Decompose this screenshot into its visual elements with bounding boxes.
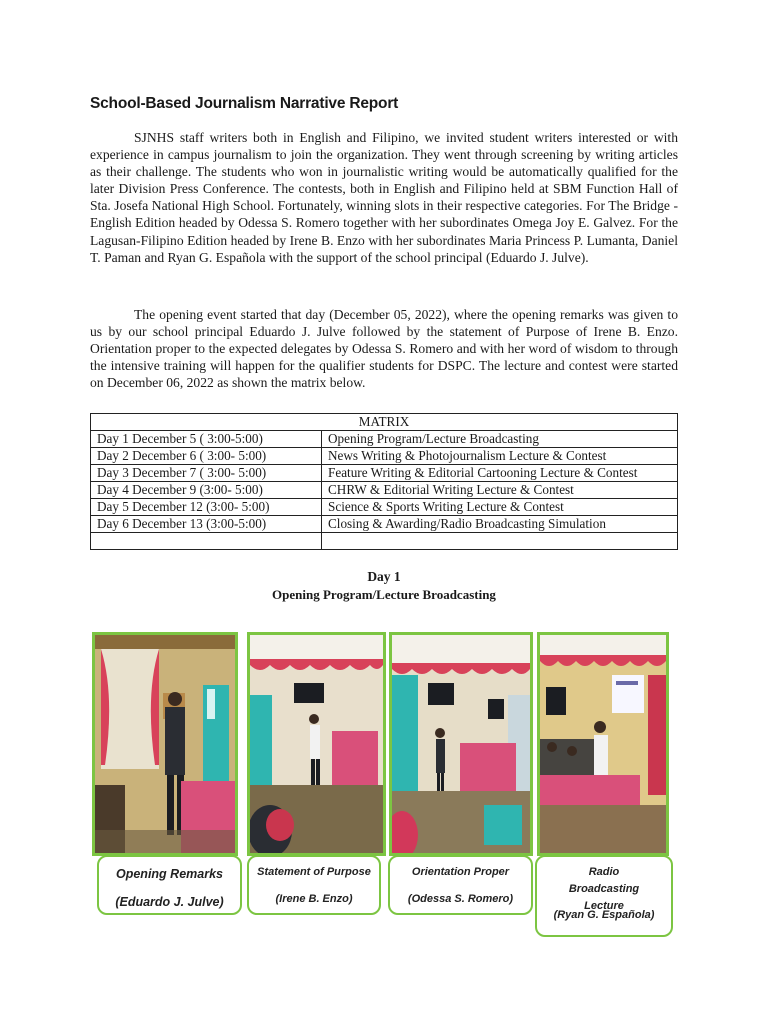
caption-person: (Eduardo J. Julve) (115, 895, 224, 909)
matrix-activity-cell: News Writing & Photojournalism Lecture & Contest (322, 448, 678, 465)
paragraph-opening-event (90, 306, 678, 391)
matrix-row (91, 482, 678, 499)
photo-radio-broadcasting-lecture (537, 632, 669, 856)
paragraph-intro (90, 129, 678, 266)
caption-title: Opening Remarks (116, 867, 223, 881)
photo-statement-of-purpose (247, 632, 386, 856)
matrix-activity-cell: Closing & Awarding/Radio Broadcasting Simulation (322, 516, 678, 533)
matrix-row (91, 431, 678, 448)
photo-radio-broadcasting-lecture-image (540, 635, 666, 853)
matrix-activity-cell: CHRW & Editorial Writing Lecture & Contest (322, 482, 678, 499)
matrix-activity-cell (322, 533, 678, 550)
caption-radio-broadcasting-lecture (535, 855, 673, 937)
matrix-row (91, 448, 678, 465)
matrix-day-cell: Day 2 December 6 ( 3:00- 5:00) (91, 448, 322, 465)
report-title: School-Based Journalism Narrative Report (90, 95, 399, 112)
matrix-row (91, 499, 678, 516)
photo-orientation-proper (389, 632, 533, 856)
matrix-activity-cell: Science & Sports Writing Lecture & Contest (322, 499, 678, 516)
photo-statement-of-purpose-image (250, 635, 383, 853)
matrix-activity-cell: Feature Writing & Editorial Cartooning Lecture & Contest (322, 465, 678, 482)
matrix-day-cell (91, 533, 322, 550)
matrix-row (91, 465, 678, 482)
matrix-header: MATRIX (91, 414, 678, 431)
caption-statement-of-purpose (247, 855, 381, 915)
caption-title: Radio Broadcasting Lecture (568, 866, 640, 912)
caption-orientation-proper (388, 855, 533, 915)
matrix-day-cell: Day 6 December 13 (3:00-5:00) (91, 516, 322, 533)
paragraph-opening-event-text: The opening event started that day (December 05, 2022), where the opening remarks was given to us by our school principal Eduardo J. Julve followed by the statement of Purpose of Irene B. Enzo. Orientation proper to the expected delegates by Odessa S. Romero and with her word of wisdom to through the intensive training will happen for the qualifier students for DSPC. The lecture and contest were started on December 06, 2022 as shown the matrix below. (90, 307, 678, 391)
photo-opening-remarks (92, 632, 238, 856)
matrix-day-cell: Day 4 December 9 (3:00- 5:00) (91, 482, 322, 499)
matrix-row (91, 516, 678, 533)
matrix-day-cell: Day 1 December 5 ( 3:00-5:00) (91, 431, 322, 448)
matrix-header-row (91, 414, 678, 431)
photo-orientation-proper-image (392, 635, 530, 853)
caption-person: (Irene B. Enzo) (275, 893, 353, 905)
caption-person: (Odessa S. Romero) (407, 893, 514, 905)
matrix-row-empty (91, 533, 678, 550)
photo-opening-remarks-image (95, 635, 235, 853)
day-subheading: Opening Program/Lecture Broadcasting (272, 587, 496, 602)
day-heading: Day 1 (367, 569, 401, 584)
caption-person: (Ryan G. Española) (553, 909, 655, 921)
caption-title: Statement of Purpose (257, 866, 371, 878)
caption-opening-remarks (97, 855, 242, 915)
matrix-table (90, 413, 678, 550)
matrix-day-cell: Day 3 December 7 ( 3:00- 5:00) (91, 465, 322, 482)
paragraph-intro-text: SJNHS staff writers both in English and Filipino, we invited student writers interested or with experience in campus journalism to join the organization. They went through screening by writing articles as their challenge. The students who won in journalistic writing would be automatically qualified for the later Division Press Conference. The contests, both in English and Filipino held at SBM Function Hall of Sta. Josefa National High School. Fortunately, winning slots in their respective categories. For The Bridge - English Edition headed by Odessa S. Romero together with her subordinates Omega Joy E. Galvez. For the Lagusan-Filipino Edition headed by Irene B. Enzo with her subordinates Maria Princess P. Lumanta, Daniel T. Paman and Ryan G. Española with the support of the school principal (Eduardo J. Julve). (90, 130, 678, 265)
matrix-activity-cell: Opening Program/Lecture Broadcasting (322, 431, 678, 448)
caption-title: Orientation Proper (411, 866, 510, 878)
matrix-day-cell: Day 5 December 12 (3:00- 5:00) (91, 499, 322, 516)
